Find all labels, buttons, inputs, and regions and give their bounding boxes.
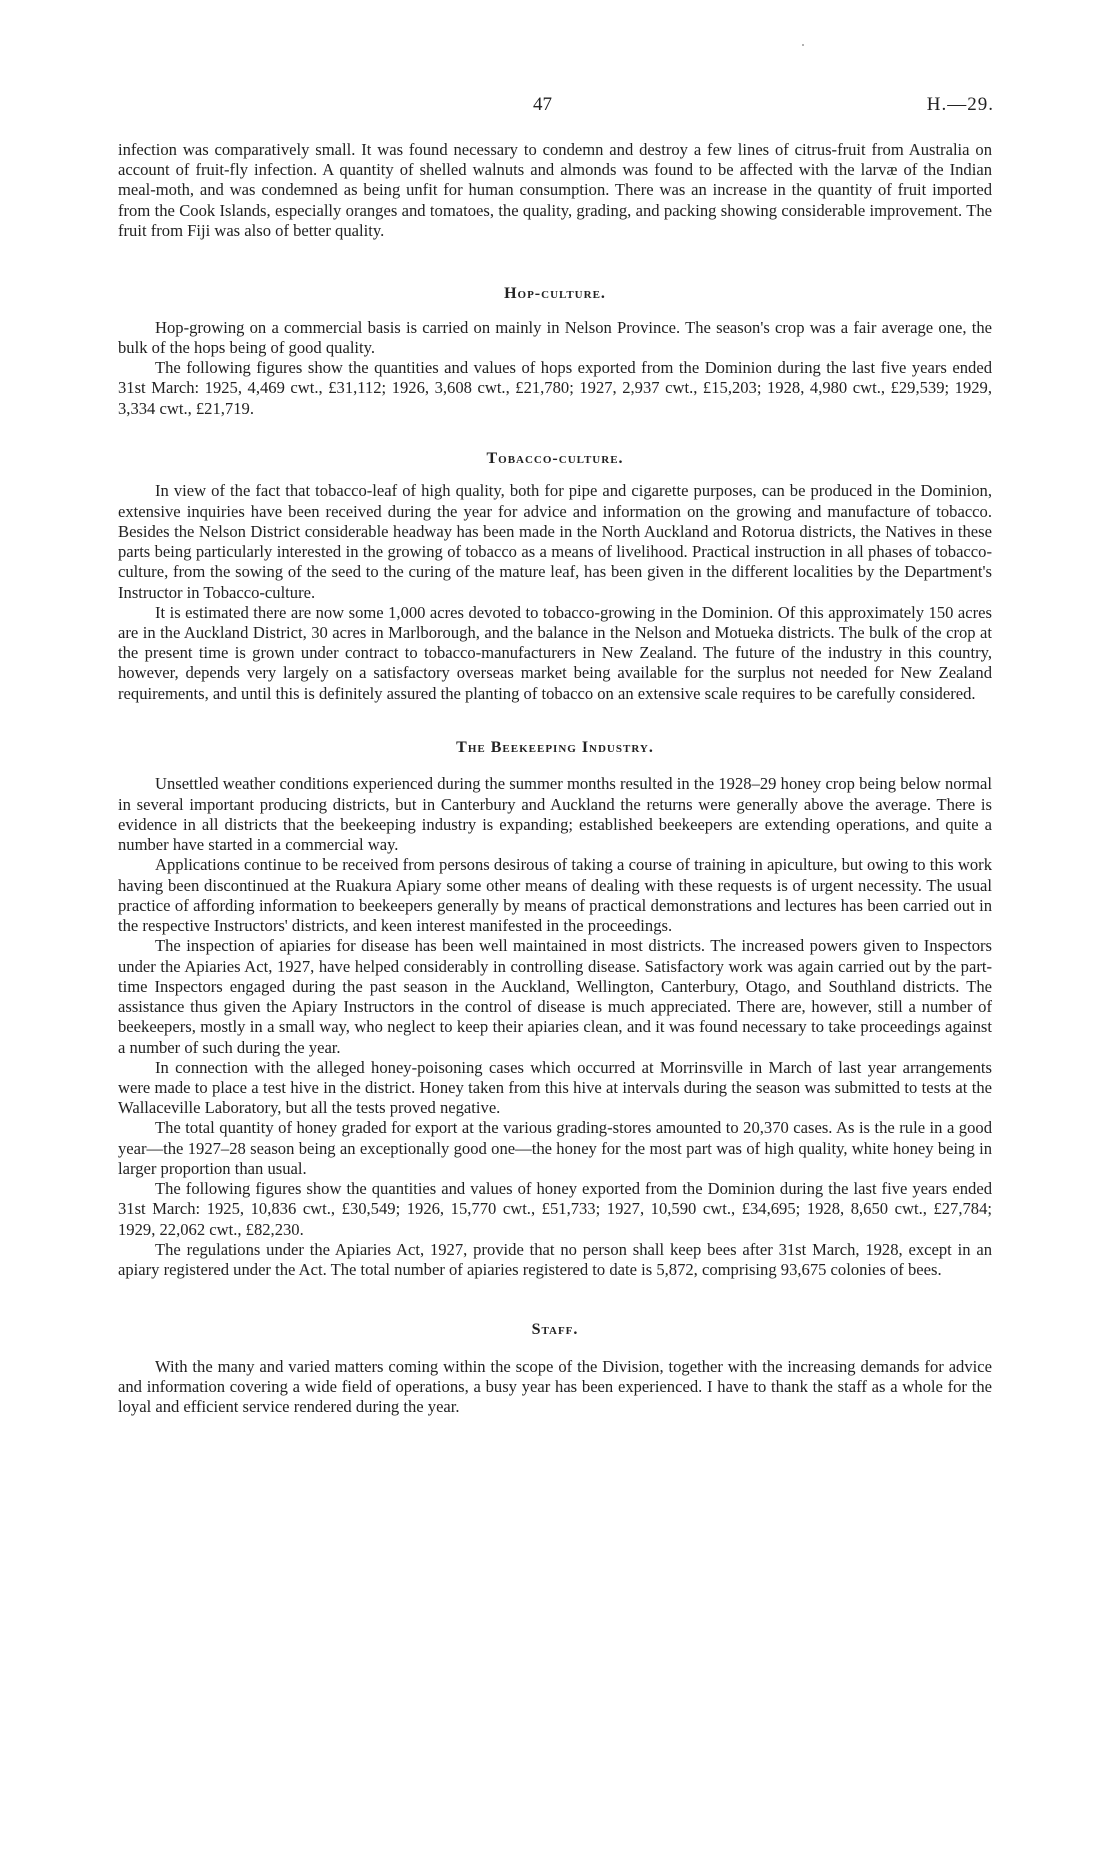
paragraph-staff-1: With the many and varied matters coming within the scope of the Division, together with the increasing demands for advice and information covering a wide field of operations, a busy year has been experienced. I have to thank the staff as a whole for the loyal and efficient service rendered during the year.	[118, 1356, 992, 1417]
section-heading-tobacco-culture: Tobacco-culture.	[486, 449, 624, 467]
page-number: 47	[533, 94, 552, 115]
paragraph-bee-7: The regulations under the Apiaries Act, 1927, provide that no person shall keep bees after 31st March, 1928, except in an apiary registered under the Act. The total number of apiaries registered to date is 5,872, comprising 93,675 colonies of bees.	[118, 1239, 992, 1280]
paragraph-bee-5: The total quantity of honey graded for export at the various grading-stores amounted to 20,370 cases. As is the rule in a good year—the 1927–28 season being an exceptionally good one—the honey for the most part was of high quality, white honey being in larger proportion than usual.	[118, 1118, 992, 1178]
section-heading-staff: Staff.	[531, 1321, 579, 1339]
section-heading-hop-culture: Hop-culture.	[504, 285, 606, 303]
paragraph-bee-3: The inspection of apiaries for disease has been well maintained in most districts. The increased powers given to Inspectors under the Apiaries Act, 1927, have helped considerably in controlling disease. Satisfactory work was again carried out by the part-time Inspectors engaged during the past season in the Auckland, Wellington, Canterbury, Otago, and Southland districts. The assistance thus given the Apiary Instructors in the control of disease is much appreciated. There are, however, still a number of beekeepers, mostly in a small way, who neglect to keep their apiaries clean, and it was found necessary to take proceedings against a number of such during the year.	[118, 936, 992, 1057]
paragraph-bee-2: Applications continue to be received from persons desirous of taking a course of training in apiculture, but owing to this work having been discontinued at the Ruakura Apiary some other means of dealing with these requests is of urgent necessity. The usual practice of affording information to beekeepers generally by means of practical demonstrations and lectures has been carried out in the respective Instructors' districts, and keen interest manifested in the proceedings.	[118, 855, 992, 936]
paper-speck	[802, 44, 804, 46]
paragraph-intro: infection was comparatively small. It was found necessary to condemn and destroy a few lines of citrus-fruit from Australia on account of fruit-fly infection. A quantity of shelled walnuts and almonds was found to be affected with the larvæ of the Indian meal-moth, and was condemned as being unfit for human consumption. There was an increase in the quantity of fruit imported from the Cook Islands, especially oranges and tomatoes, the quality, grading, and packing showing considerable improvement. The fruit from Fiji was also of better quality.	[118, 140, 992, 240]
paragraph-bee-4: In connection with the alleged honey-poisoning cases which occurred at Morrinsville in March of last year arrangements were made to place a test hive in the district. Honey taken from this hive at intervals during the season was submitted to tests at the Wallaceville Laboratory, but all the tests proved negative.	[118, 1057, 992, 1118]
document-body	[118, 140, 992, 1418]
paragraph-bee-6: The following figures show the quantities and values of honey exported from the Dominion during the last five years ended 31st March: 1925, 10,836 cwt., £30,549; 1926, 15,770 cwt., £51,733; 1927, 10,590 cwt., £34,695; 1928, 8,650 cwt., £27,784; 1929, 22,062 cwt., £82,230.	[118, 1179, 992, 1239]
paragraph-tobacco-1: In view of the fact that tobacco-leaf of high quality, both for pipe and cigarette purposes, can be produced in the Dominion, extensive inquiries have been received during the year for advice and information on the growing and manufacture of tobacco. Besides the Nelson District considerable headway has been made in the North Auckland and Rotorua districts, the Natives in these parts being particularly interested in the growing of tobacco as a means of livelihood. Practical instruction in all phases of tobacco-culture, from the sowing of the seed to the curing of the mature leaf, has been given in the different localities by the Department's Instructor in Tobacco-culture.	[118, 481, 992, 602]
document-reference: H.—29.	[926, 94, 994, 115]
paragraph-hop-2: The following figures show the quantities and values of hops exported from the Dominion during the last five years ended 31st March: 1925, 4,469 cwt., £31,112; 1926, 3,608 cwt., £21,780; 1927, 2,937 cwt., £15,203; 1928, 4,980 cwt., £29,539; 1929, 3,334 cwt., £21,719.	[118, 358, 992, 418]
section-heading-beekeeping: The Beekeeping Industry.	[456, 738, 654, 756]
paragraph-tobacco-2: It is estimated there are now some 1,000 acres devoted to tobacco-growing in the Dominion. Of this approximately 150 acres are in the Auckland District, 30 acres in Marlborough, and the balance in the Nelson and Motueka districts. The bulk of the crop at the present time is grown under contract to tobacco-manufacturers in New Zealand. The future of the industry in this country, however, depends very largely on a satisfactory overseas market being available for the surplus not needed for New Zealand requirements, and until this is definitely assured the planting of tobacco on an extensive scale requires to be carefully considered.	[118, 602, 992, 703]
paragraph-bee-1: Unsettled weather conditions experienced during the summer months resulted in the 1928–29 honey crop being below normal in several important producing districts, but in Canterbury and Auckland the returns were generally above the average. There is evidence in all districts that the beekeeping industry is expanding; established beekeepers are extending operations, and quite a number have started in a commercial way.	[118, 774, 992, 855]
paragraph-hop-1: Hop-growing on a commercial basis is carried on mainly in Nelson Province. The season's crop was a fair average one, the bulk of the hops being of good quality.	[118, 317, 992, 357]
